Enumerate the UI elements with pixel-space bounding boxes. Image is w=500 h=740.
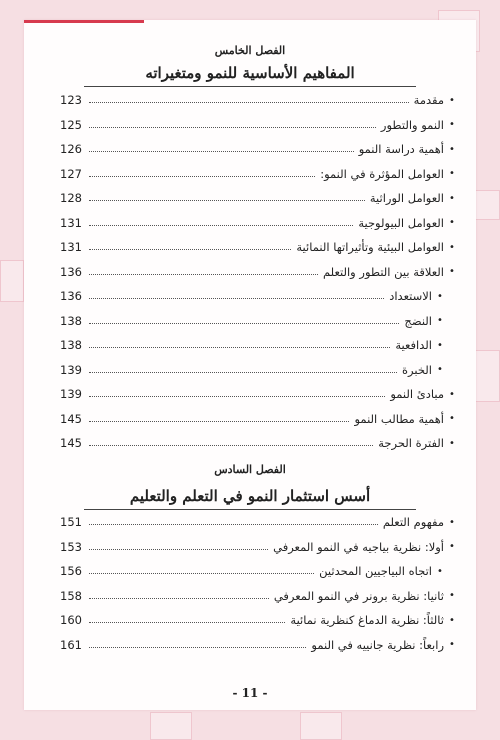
- dot-leader: [89, 199, 365, 201]
- dot-leader: [89, 371, 397, 373]
- toc-entry-title: أهمية دراسة النمو: [358, 142, 444, 157]
- background-square: [150, 712, 192, 740]
- bullet-icon: •: [449, 192, 455, 204]
- toc-entry: [60, 162, 458, 187]
- bullet-icon: •: [449, 437, 455, 449]
- toc-entry: [60, 260, 458, 285]
- dot-leader: [89, 322, 399, 324]
- dot-leader: [89, 523, 378, 525]
- dot-leader: [89, 444, 373, 446]
- toc-entry: [60, 407, 458, 432]
- toc-entry-page: 151: [60, 515, 82, 530]
- toc-entry-title: ثانيا: نظرية برونر في النمو المعرفي: [273, 588, 444, 603]
- bullet-icon: •: [449, 217, 455, 229]
- toc-entry-page: 161: [60, 637, 82, 652]
- dot-leader: [89, 248, 291, 250]
- dot-leader: [89, 175, 315, 177]
- bullet-icon: •: [449, 143, 455, 155]
- dot-leader: [89, 646, 306, 648]
- toc-entry-title: رابعاً: نظرية جانييه في النمو: [311, 637, 444, 652]
- toc-entry-page: 160: [60, 613, 82, 628]
- toc-entry-title: العوامل البيئية وتأثيراتها النمائية: [296, 240, 444, 255]
- toc-entry-title: الخبرة: [402, 362, 432, 377]
- accent-bar: [24, 20, 144, 23]
- dot-leader: [89, 150, 354, 152]
- toc-entry-title: أهمية مطالب النمو: [354, 411, 444, 426]
- background-square: [0, 260, 24, 302]
- toc-entry-title: مقدمة: [413, 93, 444, 108]
- toc-entry: [60, 608, 458, 633]
- bullet-icon: •: [449, 168, 455, 180]
- bullet-icon: •: [449, 614, 455, 626]
- bullet-icon: •: [437, 364, 443, 376]
- toc-entry: [60, 211, 458, 236]
- toc-entry-page: 158: [60, 588, 82, 603]
- toc-entry: [60, 137, 458, 162]
- toc-entry: [60, 633, 458, 658]
- toc-entry: [60, 235, 458, 260]
- dot-leader: [89, 597, 269, 599]
- toc-entry-title: العوامل المؤثرة في النمو:: [320, 166, 444, 181]
- toc-entry-page: 139: [60, 362, 82, 377]
- toc-entry: [60, 559, 458, 584]
- bullet-icon: •: [437, 339, 443, 351]
- toc-entry-title: العوامل الوراثية: [369, 191, 444, 206]
- toc-entry: [60, 431, 458, 456]
- toc-entry-page: 138: [60, 313, 82, 328]
- toc-entry: [60, 358, 458, 383]
- bullet-icon: •: [449, 241, 455, 253]
- toc-entry: [60, 584, 458, 609]
- dot-leader: [89, 420, 349, 422]
- dot-leader: [89, 621, 285, 623]
- bullet-icon: •: [449, 516, 455, 528]
- page-number: - 11 -: [232, 686, 268, 700]
- toc-entry-title: النضج: [404, 313, 432, 328]
- toc-entry-page: 126: [60, 142, 82, 157]
- toc-entry: [60, 333, 458, 358]
- dot-leader: [89, 346, 390, 348]
- toc-entry-title: النمو والتطور: [380, 117, 444, 132]
- toc-entry-title: ثالثاً: نظرية الدماغ كنظرية نمائية: [290, 613, 444, 628]
- bullet-icon: •: [449, 266, 455, 278]
- bullet-icon: •: [449, 119, 455, 131]
- toc-entry-title: مبادئ النمو: [390, 387, 444, 402]
- bullet-icon: •: [449, 639, 455, 651]
- toc-entry-page: 153: [60, 539, 82, 554]
- chapter6-title: أسس استثمار النمو في التعلم والتعليم: [129, 487, 371, 505]
- book-page: [24, 20, 476, 710]
- dot-leader: [89, 101, 409, 103]
- toc-entry-page: 136: [60, 264, 82, 279]
- toc-entry-page: 125: [60, 117, 82, 132]
- chapter6-toc-list: [60, 510, 458, 657]
- toc-entry-page: 128: [60, 191, 82, 206]
- toc-entry-title: الاستعداد: [389, 289, 432, 304]
- dot-leader: [89, 273, 318, 275]
- bullet-icon: •: [449, 94, 455, 106]
- toc-entry-page: 131: [60, 240, 82, 255]
- toc-entry: [60, 510, 458, 535]
- toc-entry-title: اتجاه البياجيين المحدثين: [319, 564, 432, 579]
- toc-entry-title: الدافعية: [395, 338, 432, 353]
- chapter5-title: المفاهيم الأساسية للنمو ومتغيراته: [145, 64, 355, 82]
- dot-leader: [89, 224, 353, 226]
- bullet-icon: •: [449, 590, 455, 602]
- toc-entry-page: 156: [60, 564, 82, 579]
- bullet-icon: •: [449, 541, 455, 553]
- toc-entry-page: 145: [60, 436, 82, 451]
- toc-entry-title: الفترة الحرجة: [378, 436, 444, 451]
- dot-leader: [89, 548, 268, 550]
- toc-entry: [60, 382, 458, 407]
- dot-leader: [89, 297, 384, 299]
- toc-entry: [60, 88, 458, 113]
- toc-entry-title: العوامل البيولوجية: [358, 215, 444, 230]
- chapter5-divider: [84, 86, 416, 87]
- toc-entry: [60, 284, 458, 309]
- chapter5-toc-list: [60, 88, 458, 456]
- toc-entry-page: 136: [60, 289, 82, 304]
- bullet-icon: •: [449, 388, 455, 400]
- chapter6-label: الفصل السادس: [214, 463, 286, 476]
- bullet-icon: •: [449, 413, 455, 425]
- dot-leader: [89, 126, 376, 128]
- toc-entry-page: 139: [60, 387, 82, 402]
- dot-leader: [89, 572, 314, 574]
- toc-entry-page: 145: [60, 411, 82, 426]
- toc-entry-title: مفهوم التعلم: [382, 515, 444, 530]
- toc-entry-title: أولا: نظرية بياجيه في النمو المعرفي: [273, 539, 444, 554]
- toc-entry-page: 127: [60, 166, 82, 181]
- background-square: [300, 712, 342, 740]
- bullet-icon: •: [437, 315, 443, 327]
- toc-entry: [60, 309, 458, 334]
- toc-entry: [60, 186, 458, 211]
- toc-entry-page: 123: [60, 93, 82, 108]
- chapter5-label: الفصل الخامس: [214, 44, 286, 57]
- toc-entry-title: العلاقة بين التطور والتعلم: [323, 264, 444, 279]
- bullet-icon: •: [437, 565, 443, 577]
- toc-entry: [60, 113, 458, 138]
- bullet-icon: •: [437, 290, 443, 302]
- toc-entry: [60, 535, 458, 560]
- toc-entry-page: 138: [60, 338, 82, 353]
- dot-leader: [89, 395, 385, 397]
- toc-entry-page: 131: [60, 215, 82, 230]
